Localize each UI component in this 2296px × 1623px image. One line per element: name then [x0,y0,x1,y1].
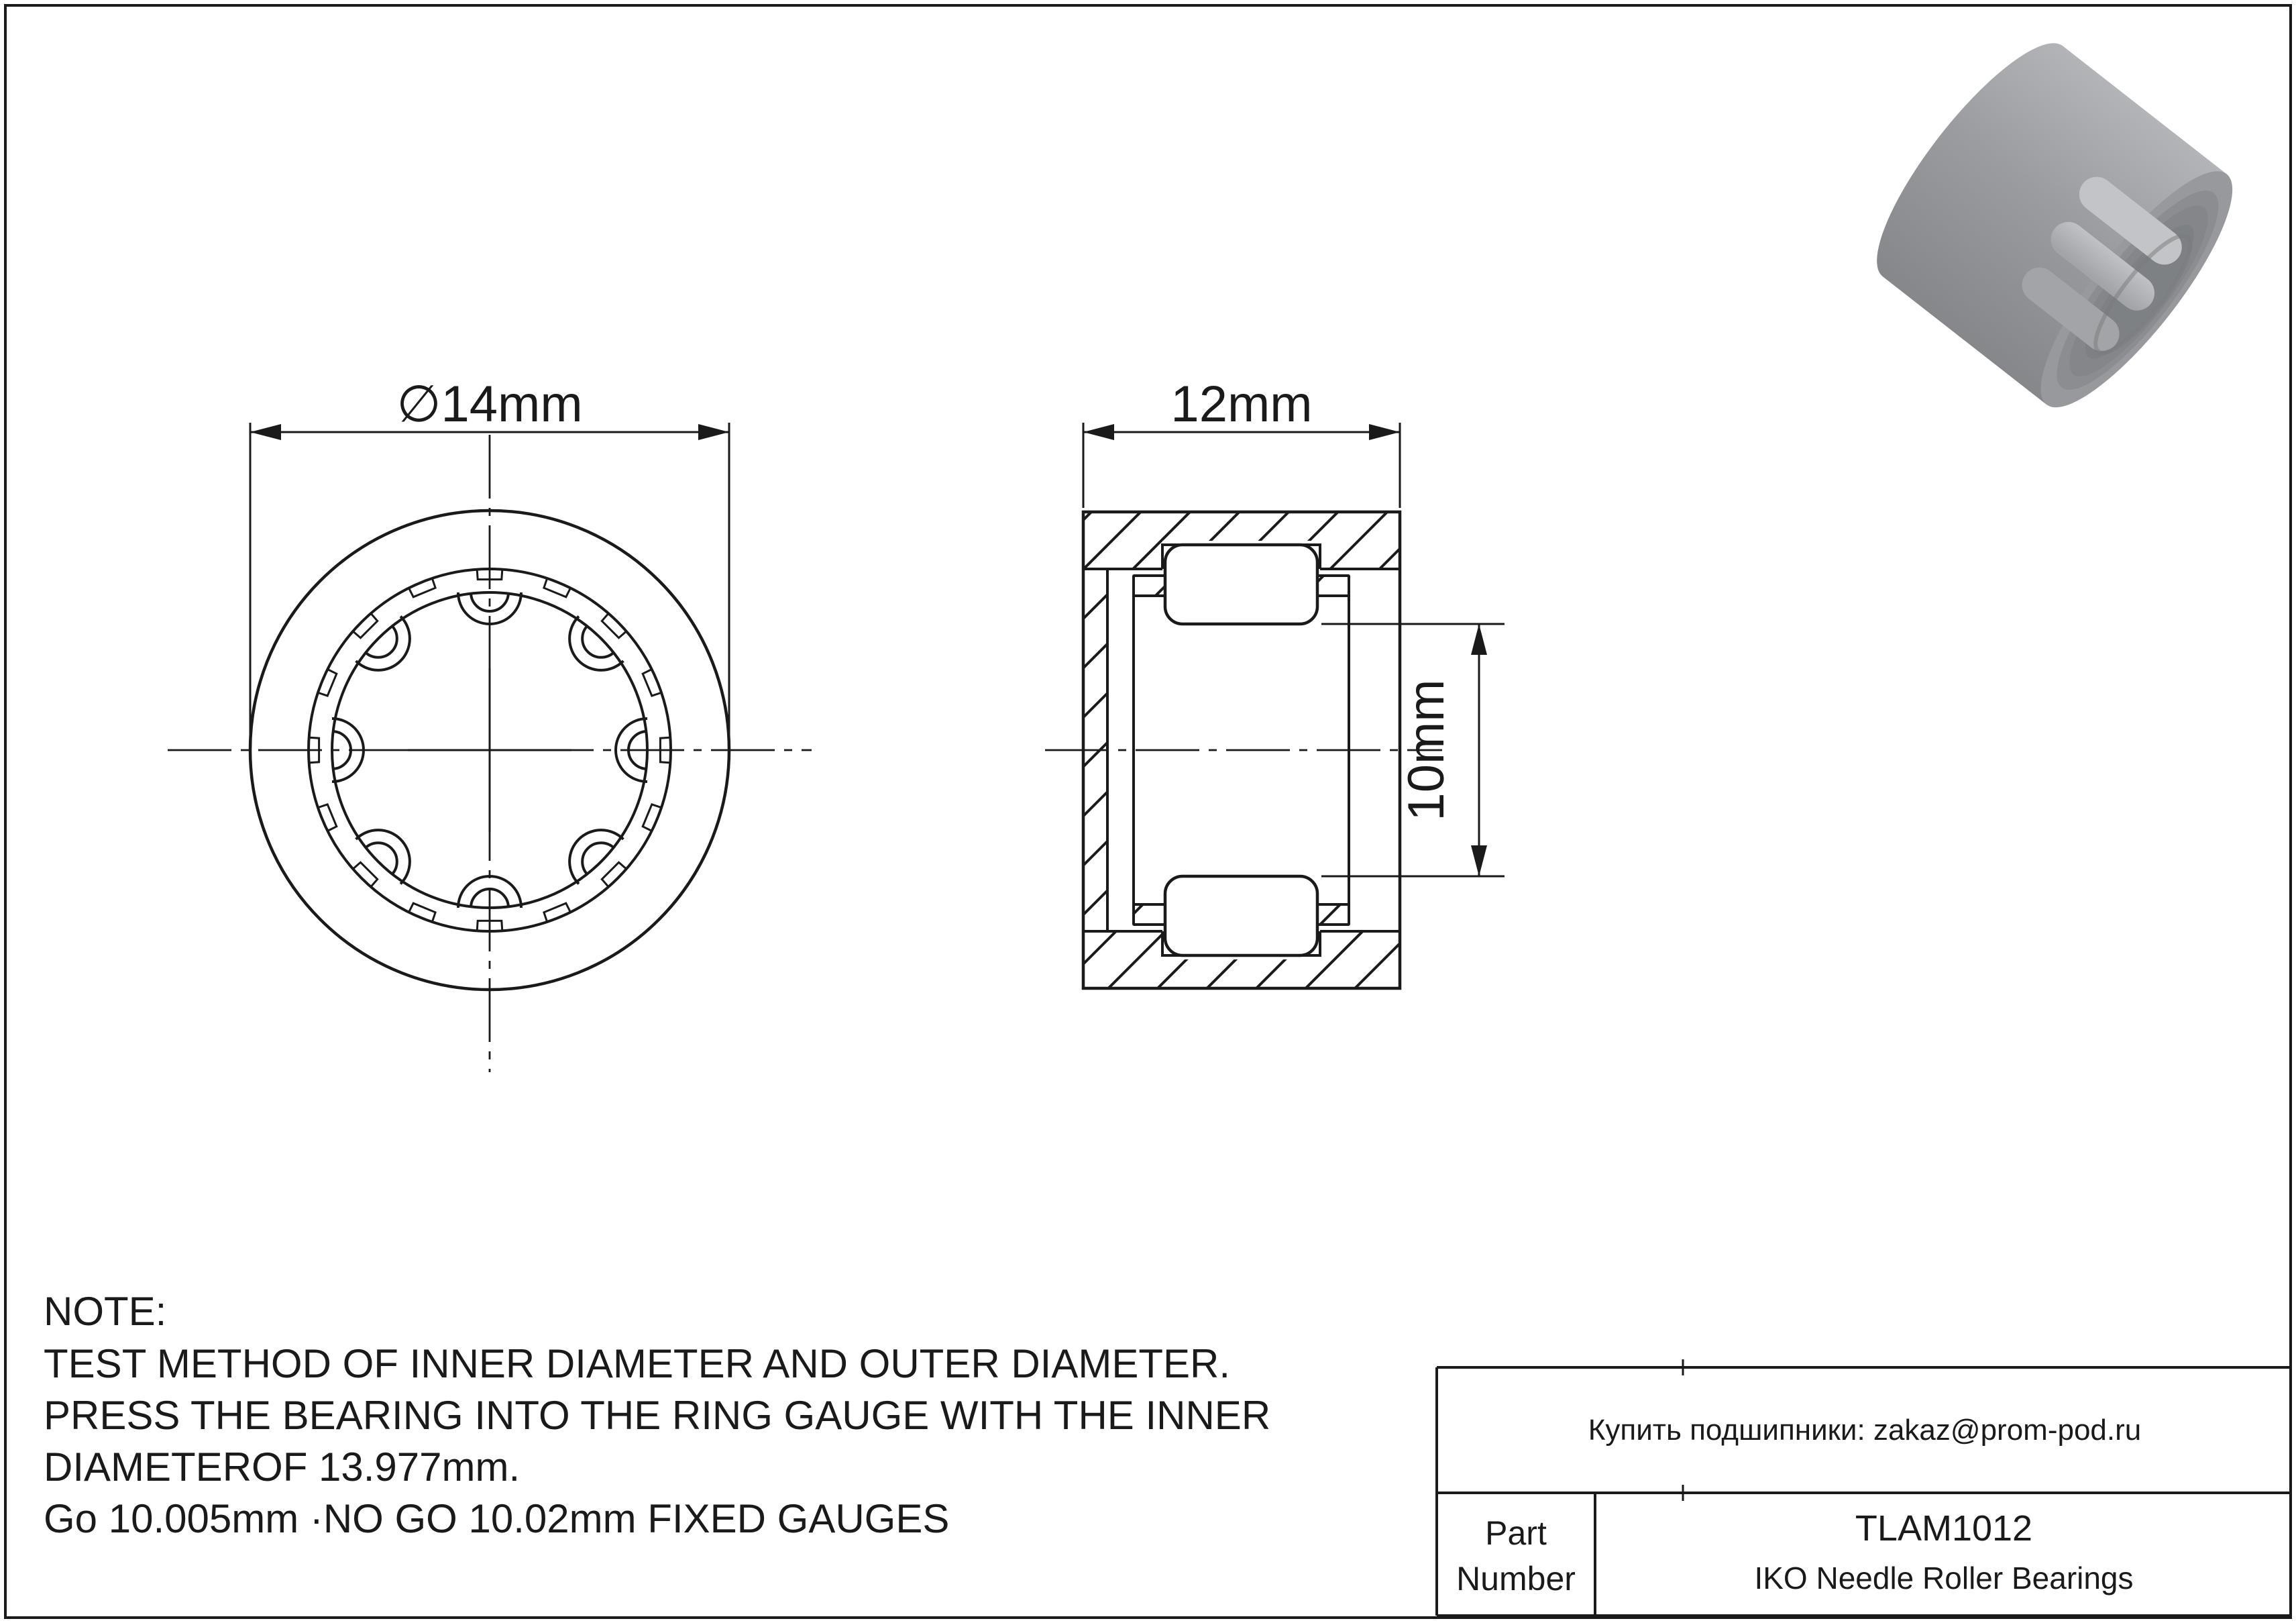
cage-shoulder-hatch-br [1317,904,1349,925]
arrowhead-down [1471,845,1487,876]
title-block [1437,1359,2291,1616]
note-line-2: TEST METHOD OF INNER DIAMETER AND OUTER DIAMETER. [44,1341,1231,1386]
contact-email-text: Купить подшипники: zakaz@prom-pod.ru [1588,1414,2142,1447]
section-view [1045,376,1505,988]
note-line-3: PRESS THE BEARING INTO THE RING GAUGE WITH THE INNER [44,1393,1271,1438]
arrowhead-up [1471,624,1487,655]
arrowhead-left [250,424,281,440]
part-label-line2: Number [1456,1560,1576,1598]
front-view [168,376,812,1072]
note-line-1: NOTE: [44,1289,167,1334]
arrowhead-left [1083,424,1114,440]
note-line-5: Go 10.005mm ·NO GO 10.02mm FIXED GAUGES [44,1496,950,1541]
cage-bar-tick [602,862,626,887]
arrowhead-right [1369,424,1400,440]
section-width-dimension [1083,376,1400,508]
cage-bar-tick [602,613,626,638]
section-width-label: 12mm [1170,376,1313,433]
part-number-value: TLAM1012 [1855,1508,2033,1549]
cage-shoulder-hatch-bl [1134,904,1165,925]
arrowhead-right [698,424,729,440]
cage-shoulder-hatch-tl [1134,576,1165,596]
front-diameter-label: ∅14mm [396,376,583,433]
needle-roller-front [356,617,410,670]
part-label-line1: Part [1485,1514,1547,1552]
needle-roller-front [356,830,410,884]
bearing-3d-render [1850,20,2259,430]
note-line-4: DIAMETEROF 13.977mm. [44,1445,521,1489]
needle-roller-front [569,830,623,884]
section-bore-label: 10mm [1398,679,1455,821]
needle-roller-section-top [1165,545,1317,624]
cage-bar-tick [353,613,378,638]
note-block [44,1289,1270,1541]
needle-roller-front [569,617,623,670]
needle-roller-section-bottom [1165,876,1317,955]
cage-shoulder-hatch-tr [1317,576,1349,596]
part-series-text: IKO Needle Roller Bearings [1754,1561,2134,1595]
cage-bar-tick [353,862,378,887]
